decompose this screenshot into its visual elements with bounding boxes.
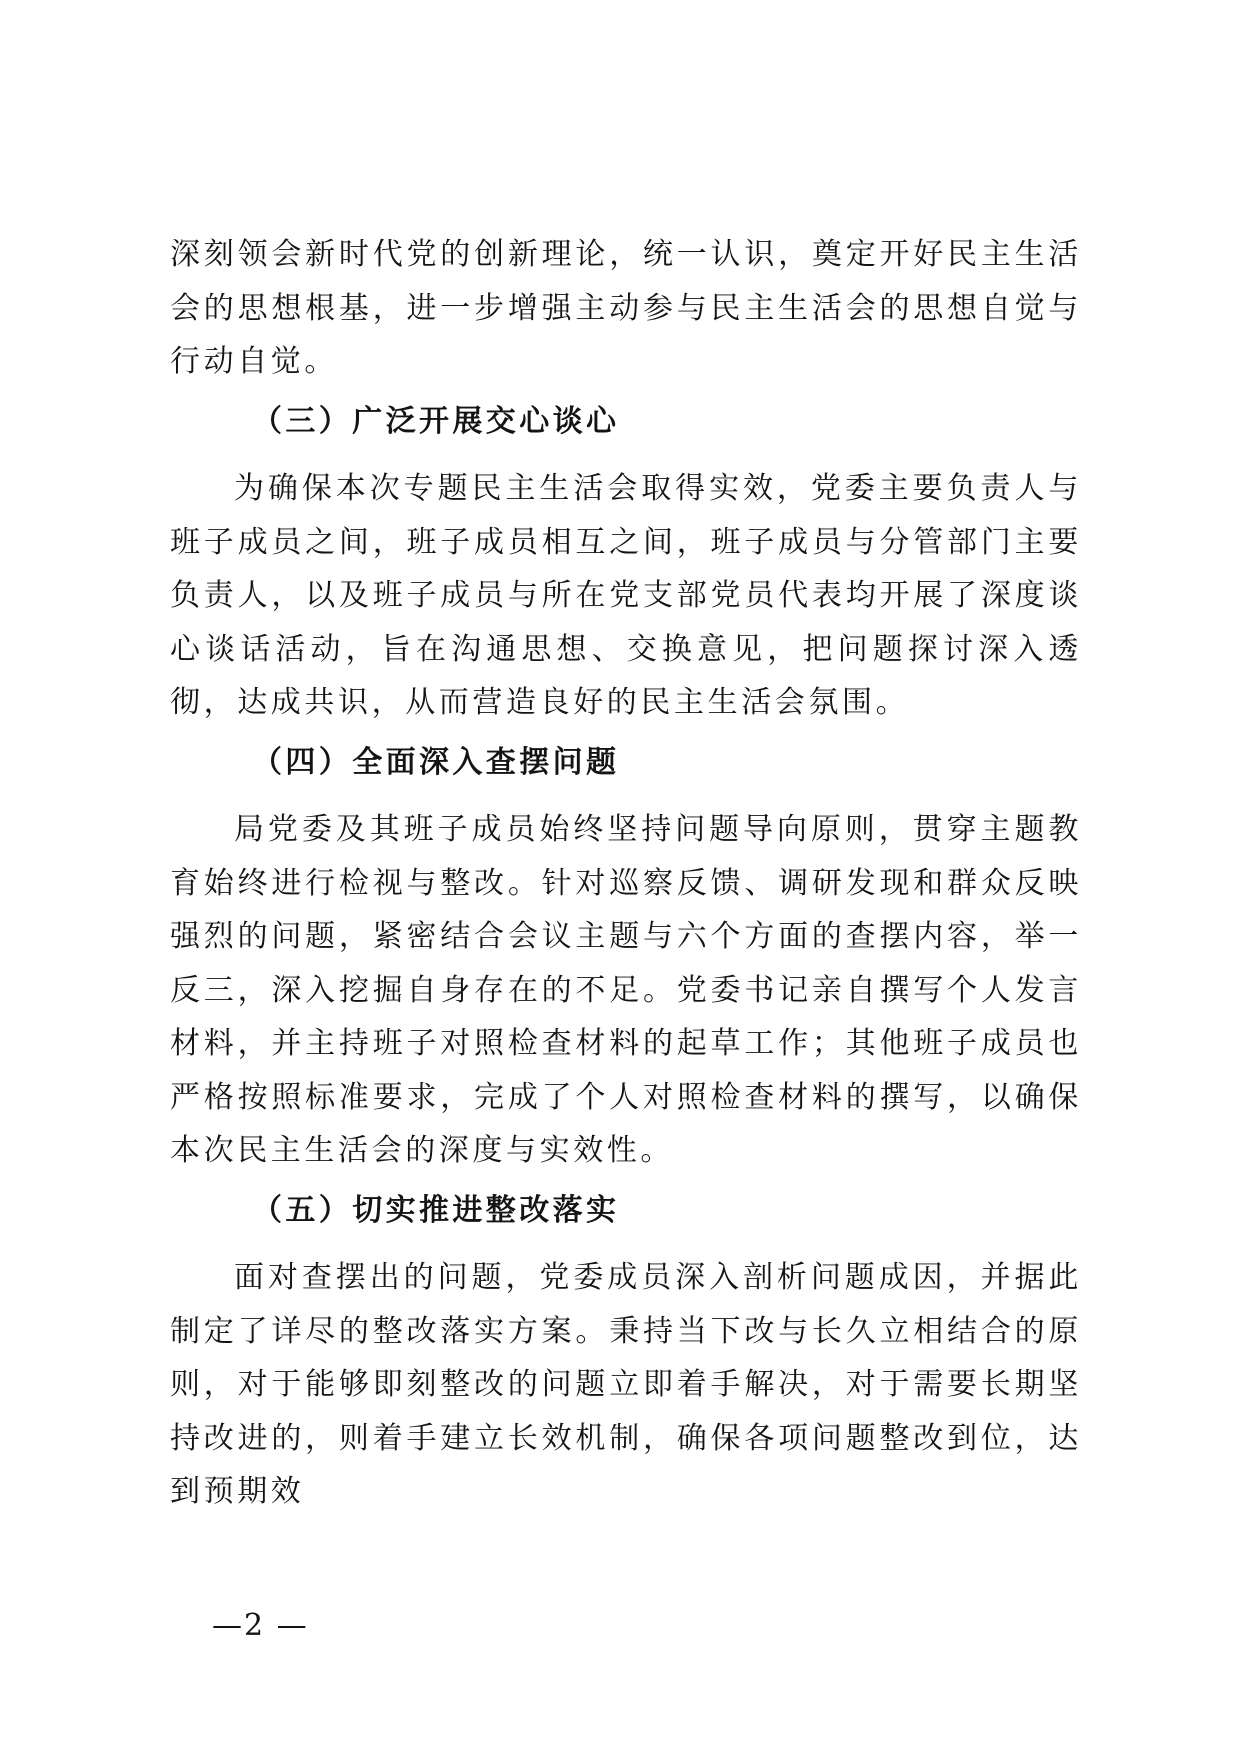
section-heading-4: （四）全面深入查摆问题 [252,744,620,780]
document-body [170,228,1082,1522]
section-heading-5: （五）切实推进整改落实 [252,1192,620,1228]
page-number: —2 — [212,1608,309,1643]
paragraph-4: 面对查摆出的问题，党委成员深入剖析问题成因，并据此制定了详尽的整改落实方案。秉持当下改与长久立相结合的原则，对于能够即刻整改的问题立即着手解决，对于需要长期坚持改进的，则着手建立长效机制，确保各项问题整改到位，达到预期效 [170,1260,1082,1509]
paragraph-2: 为确保本次专题民主生活会取得实效，党委主要负责人与班子成员之间，班子成员相互之间，班子成员与分管部门主要负责人，以及班子成员与所在党支部党员代表均开展了深度谈心谈话活动，旨在沟通思想、交换意见，把问题探讨深入透彻，达成共识，从而营造良好的民主生活会氛围。 [170,471,1082,720]
section-heading-3: （三）广泛开展交心谈心 [252,403,620,439]
paragraph-3: 局党委及其班子成员始终坚持问题导向原则，贯穿主题教育始终进行检视与整改。针对巡察反馈、调研发现和群众反映强烈的问题，紧密结合会议主题与六个方面的查摆内容，举一反三，深入挖掘自身存在的不足。党委书记亲自撰写个人发言材料，并主持班子对照检查材料的起草工作；其他班子成员也严格按照标准要求，完成了个人对照检查材料的撰写，以确保本次民主生活会的深度与实效性。 [170,812,1082,1168]
paragraph-1: 深刻领会新时代党的创新理论，统一认识，奠定开好民主生活会的思想根基，进一步增强主动参与民主生活会的思想自觉与行动自觉。 [170,237,1082,379]
